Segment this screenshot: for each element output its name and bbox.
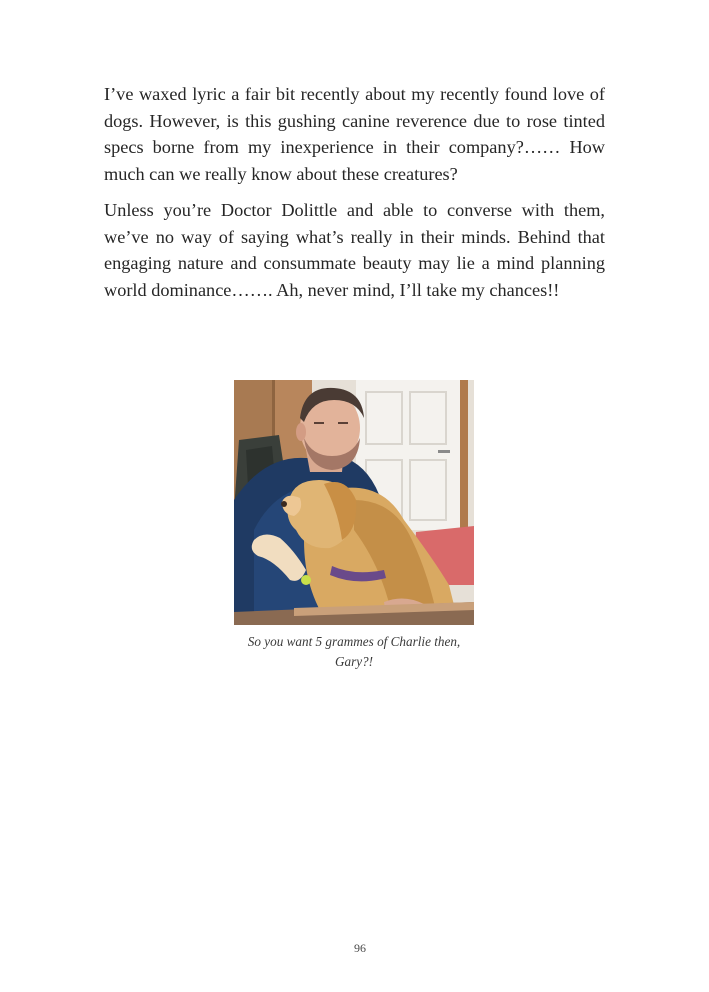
paragraph-2: Unless you’re Doctor Dolittle and able to converse with them, we’ve no way of saying what’s really in their minds. Behind that engaging nature and consummate beauty may lie a mind planning world dominance……. Ah, never mind, I’ll take my chances!! xyxy=(104,199,605,300)
page-number: 96 xyxy=(354,941,366,955)
figure-caption xyxy=(200,632,508,671)
body-text xyxy=(104,81,605,313)
photo-man-with-dog xyxy=(234,380,474,625)
caption-line-1: So you want 5 grammes of Charlie then, xyxy=(247,634,461,649)
caption-line-2: Gary?! xyxy=(334,653,374,669)
paragraph-1: I’ve waxed lyric a fair bit recently about my recently found love of dogs. However, is this gushing canine reverence due to rose tinted specs borne from my inexperience in their company?…… How much can we really know about these creatures? xyxy=(104,84,605,185)
